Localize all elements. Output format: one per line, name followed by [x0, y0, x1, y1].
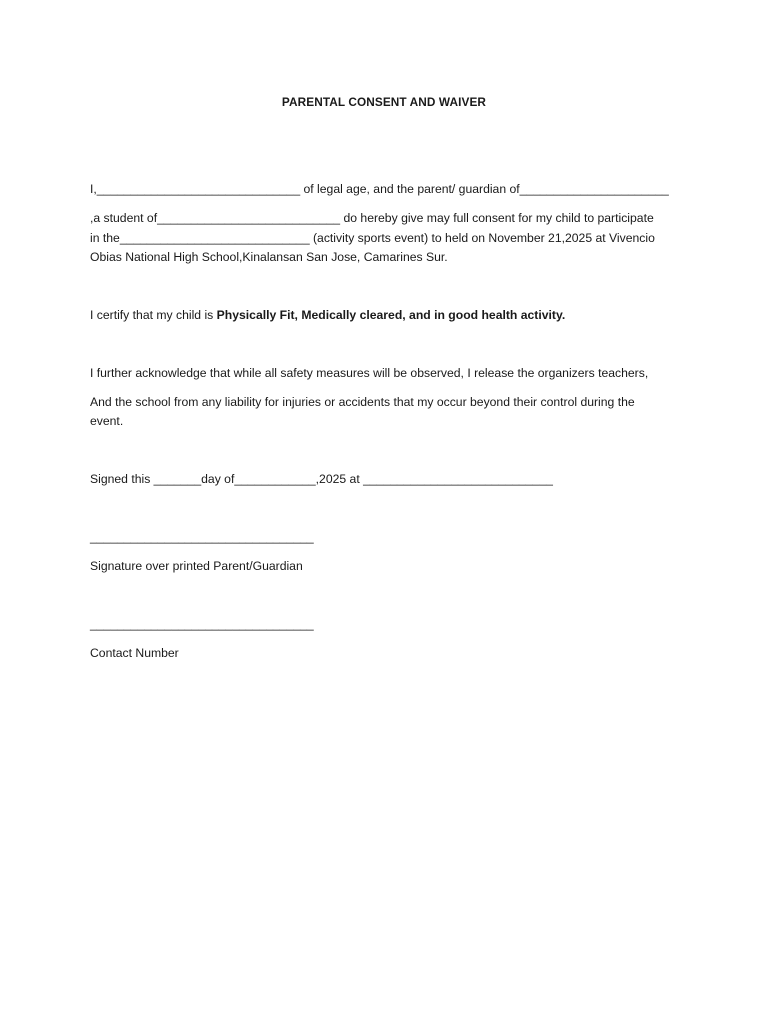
certify-prefix: I certify that my child is [90, 308, 217, 322]
signed-date-line: Signed this _______day of____________,2025 at ____________________________ [90, 472, 553, 486]
document-title: PARENTAL CONSENT AND WAIVER [281, 95, 487, 109]
contact-label: Contact Number [90, 646, 179, 660]
consent-line-2: ,a student of___________________________ do hereby give may full consent for my child to participate [90, 211, 654, 225]
consent-line-1: I,______________________________ of legal age, and the parent/ guardian of______________________ [90, 182, 669, 196]
certify-emphasis: Physically Fit, Medically cleared, and in good health activity. [216, 308, 566, 322]
consent-line-3: in the____________________________ (activity sports event) to held on November 21,2025 at Vivencio [90, 231, 655, 245]
contact-blank: _________________________________ [90, 617, 314, 631]
signature-blank: _________________________________ [90, 530, 314, 544]
acknowledge-line-3: event. [90, 414, 124, 428]
signature-label: Signature over printed Parent/Guardian [90, 559, 303, 573]
certify-statement [90, 308, 565, 322]
acknowledge-line-2: And the school from any liability for injuries or accidents that my occur beyond their control during the [90, 395, 635, 409]
consent-line-4: Obias National High School,Kinalansan San Jose, Camarines Sur. [90, 250, 448, 264]
acknowledge-line-1: I further acknowledge that while all safety measures will be observed, I release the organizers teachers, [90, 366, 649, 380]
